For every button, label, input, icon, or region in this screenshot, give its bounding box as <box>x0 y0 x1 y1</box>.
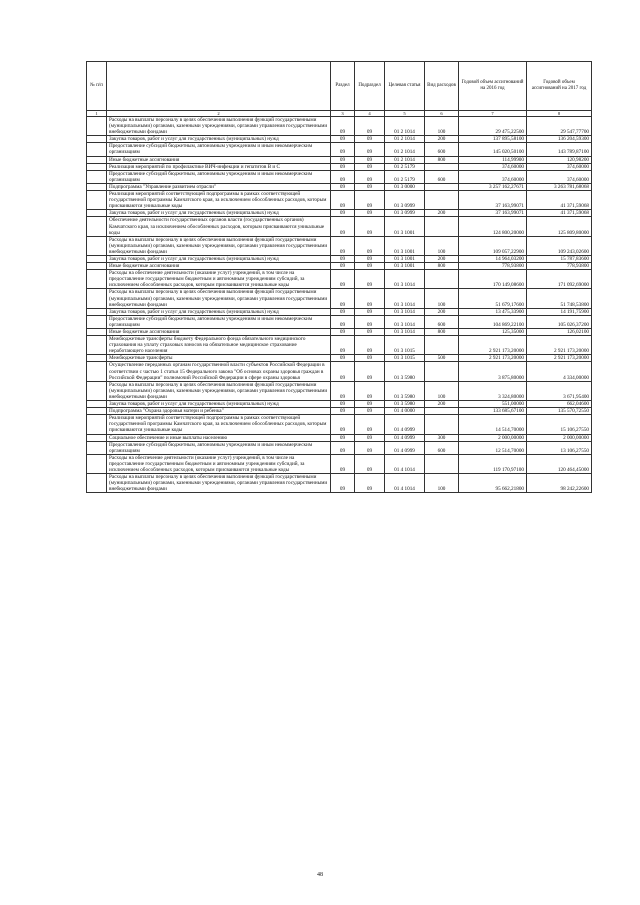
cell-amount-2017: 15 106,27550 <box>527 415 592 434</box>
cell-vid <box>425 191 459 210</box>
cell-number <box>87 191 107 210</box>
cell-podrazdel: 09 <box>355 434 385 441</box>
cell-razdel: 09 <box>331 136 355 143</box>
cell-statya: 01 4 0999 <box>385 434 425 441</box>
cell-name: Межбюджетные трансферты <box>107 355 331 362</box>
cell-podrazdel: 09 <box>355 408 385 415</box>
cell-name: Подпрограмма "Охрана здоровья матери и ребенка" <box>107 408 331 415</box>
cell-statya: 01 2 1014 <box>385 117 425 136</box>
cell-podrazdel: 09 <box>355 401 385 408</box>
cell-name: Реализация мероприятий по профилактике ВИЧ-инфекции и гепатитов В и С <box>107 163 331 170</box>
cell-amount-2016: 12 514,70000 <box>459 441 527 454</box>
cell-vid: 200 <box>425 210 459 217</box>
cell-name: Расходы на обеспечение деятельности (оказание услуг) учреждений, в том числе на предоставление государственным бюджетным и автономным учреждениям субсидий, за исключением обособленных расходов, которым присваиваются уникальные коды <box>107 454 331 473</box>
table-header-row <box>87 62 592 111</box>
cell-razdel: 09 <box>331 210 355 217</box>
cell-podrazdel: 09 <box>355 441 385 454</box>
cell-number <box>87 401 107 408</box>
cell-vid <box>425 336 459 355</box>
cell-statya: 01 3 0000 <box>385 183 425 190</box>
cell-amount-2016: 119 170,97100 <box>459 454 527 473</box>
cell-name: Межбюджетные трансферты бюджету Федерального фонда обязательного медицинского страхования на уплату страховых взносов на обязательное медицинское страхование неработающего населения <box>107 336 331 355</box>
cell-amount-2016: 3 257 162,27671 <box>459 183 527 190</box>
cell-podrazdel: 09 <box>355 329 385 336</box>
cell-podrazdel: 09 <box>355 270 385 289</box>
cell-number <box>87 236 107 255</box>
cell-amount-2016: 13 475,33900 <box>459 308 527 315</box>
cell-vid: 100 <box>425 236 459 255</box>
cell-amount-2016: 2 000,00000 <box>459 434 527 441</box>
cell-name: Расходы на выплаты персоналу в целях обеспечения выполнения функций государственными (муниципальными) органами, казенными учреждениями, органами управления государственными внебюджетными фондами <box>107 117 331 136</box>
cell-vid <box>425 163 459 170</box>
column-number: 7 <box>459 111 527 117</box>
table-row <box>87 183 592 190</box>
cell-vid: 800 <box>425 263 459 270</box>
cell-number <box>87 474 107 493</box>
cell-name: Расходы на выплаты персоналу в целях обеспечения выполнения функций государственными (муниципальными) органами, казенными учреждениями, органами управления государственными внебюджетными фондами <box>107 381 331 400</box>
cell-razdel: 09 <box>331 329 355 336</box>
cell-podrazdel: 09 <box>355 170 385 183</box>
table-row <box>87 355 592 362</box>
header-2017: Годовой объем ассигнований на 2017 год <box>527 62 592 111</box>
cell-razdel: 09 <box>331 362 355 381</box>
cell-amount-2017: 135 570,72550 <box>527 408 592 415</box>
cell-podrazdel: 09 <box>355 336 385 355</box>
cell-podrazdel: 09 <box>355 415 385 434</box>
column-number: 2 <box>107 111 331 117</box>
cell-podrazdel: 09 <box>355 289 385 308</box>
cell-amount-2016: 374,60000 <box>459 170 527 183</box>
cell-statya: 01 3 1014 <box>385 289 425 308</box>
table-row <box>87 255 592 262</box>
cell-vid: 600 <box>425 315 459 328</box>
table-row <box>87 217 592 236</box>
cell-vid: 600 <box>425 143 459 156</box>
table-row <box>87 329 592 336</box>
column-number: 3 <box>331 111 355 117</box>
cell-vid: 600 <box>425 170 459 183</box>
table-row <box>87 336 592 355</box>
cell-amount-2016: 14 964,03200 <box>459 255 527 262</box>
cell-vid <box>425 183 459 190</box>
cell-amount-2017: 4 334,00000 <box>527 362 592 381</box>
cell-vid: 800 <box>425 329 459 336</box>
cell-amount-2016: 95 662,21800 <box>459 474 527 493</box>
table-row <box>87 136 592 143</box>
cell-podrazdel: 09 <box>355 236 385 255</box>
cell-name: Социальное обеспечение и иные выплаты населению <box>107 434 331 441</box>
cell-number <box>87 308 107 315</box>
table-row <box>87 381 592 400</box>
cell-razdel: 09 <box>331 163 355 170</box>
cell-statya: 01 3 5980 <box>385 381 425 400</box>
cell-razdel: 09 <box>331 263 355 270</box>
table-row <box>87 163 592 170</box>
cell-amount-2016: 37 163,99071 <box>459 191 527 210</box>
cell-amount-2017: 2 000,00000 <box>527 434 592 441</box>
cell-vid: 800 <box>425 156 459 163</box>
cell-number <box>87 408 107 415</box>
cell-number <box>87 329 107 336</box>
page-number: 48 <box>317 872 323 878</box>
cell-razdel: 09 <box>331 183 355 190</box>
cell-name: Расходы на выплаты персоналу в целях обеспечения выполнения функций государственными (муниципальными) органами, казенными учреждениями, органами управления государственными внебюджетными фондами <box>107 236 331 255</box>
cell-podrazdel: 09 <box>355 381 385 400</box>
cell-vid <box>425 415 459 434</box>
cell-statya: 01 4 0999 <box>385 441 425 454</box>
cell-statya: 01 3 1001 <box>385 263 425 270</box>
cell-amount-2017: 2 921 173,20000 <box>527 336 592 355</box>
cell-number <box>87 355 107 362</box>
cell-podrazdel: 09 <box>355 210 385 217</box>
column-number: 1 <box>87 111 107 117</box>
cell-statya: 01 3 5980 <box>385 362 425 381</box>
cell-statya: 01 3 1014 <box>385 329 425 336</box>
cell-number <box>87 315 107 328</box>
cell-statya: 01 2 5179 <box>385 170 425 183</box>
cell-amount-2016: 2 921 173,20000 <box>459 355 527 362</box>
column-number: 4 <box>355 111 385 117</box>
cell-amount-2016: 551,00000 <box>459 401 527 408</box>
cell-razdel: 09 <box>331 441 355 454</box>
table-row <box>87 415 592 434</box>
cell-razdel: 09 <box>331 236 355 255</box>
cell-name: Расходы на обеспечение деятельности (оказание услуг) учреждений, в том числе на предоставление государственным бюджетным и автономным учреждениям субсидий, за исключением обособленных расходов, которым присваиваются уникальные коды <box>107 270 331 289</box>
cell-name: Закупка товаров, работ и услуг для государственных (муниципальных) нужд <box>107 401 331 408</box>
cell-number <box>87 183 107 190</box>
cell-number <box>87 217 107 236</box>
table-body <box>87 117 592 493</box>
cell-name: Обеспечение деятельности государственных органов власти (государственных органов) Камчатского края, за исключением обособленных расходов, которым присваиваются уникальные коды <box>107 217 331 236</box>
cell-number <box>87 415 107 434</box>
table-row <box>87 143 592 156</box>
table-row <box>87 289 592 308</box>
cell-amount-2017: 29 547,77700 <box>527 117 592 136</box>
cell-amount-2017: 15 787,83600 <box>527 255 592 262</box>
cell-amount-2017: 98 242,22600 <box>527 474 592 493</box>
cell-amount-2016: 125,35000 <box>459 329 527 336</box>
cell-statya: 01 3 1014 <box>385 308 425 315</box>
cell-podrazdel: 09 <box>355 143 385 156</box>
cell-razdel: 09 <box>331 270 355 289</box>
cell-number <box>87 156 107 163</box>
cell-razdel: 09 <box>331 434 355 441</box>
cell-amount-2017: 2 921 173,20000 <box>527 355 592 362</box>
cell-statya: 01 3 5980 <box>385 401 425 408</box>
cell-podrazdel: 09 <box>355 474 385 493</box>
cell-amount-2016: 778,93800 <box>459 263 527 270</box>
cell-amount-2017: 120 464,45000 <box>527 454 592 473</box>
cell-number <box>87 263 107 270</box>
cell-number <box>87 381 107 400</box>
cell-vid: 100 <box>425 289 459 308</box>
cell-statya: 01 2 5179 <box>385 163 425 170</box>
header-name <box>107 62 331 111</box>
cell-amount-2016: 145 020,50100 <box>459 143 527 156</box>
cell-amount-2017: 662,04600 <box>527 401 592 408</box>
cell-amount-2017: 125 809,80000 <box>527 217 592 236</box>
cell-amount-2017: 143 789,87100 <box>527 143 592 156</box>
cell-statya: 01 3 1001 <box>385 217 425 236</box>
cell-podrazdel: 09 <box>355 315 385 328</box>
cell-statya: 01 3 1001 <box>385 255 425 262</box>
cell-razdel: 09 <box>331 170 355 183</box>
cell-name: Предоставление субсидий бюджетным, автономным учреждениям и иным некоммерческим организациям <box>107 143 331 156</box>
cell-statya: 01 3 1015 <box>385 336 425 355</box>
cell-podrazdel: 09 <box>355 136 385 143</box>
cell-statya: 01 4 0999 <box>385 415 425 434</box>
cell-razdel: 09 <box>331 336 355 355</box>
cell-amount-2017: 105 026,37200 <box>527 315 592 328</box>
cell-razdel: 09 <box>331 454 355 473</box>
cell-vid: 100 <box>425 117 459 136</box>
cell-amount-2016: 114,99900 <box>459 156 527 163</box>
cell-razdel: 09 <box>331 289 355 308</box>
table-row <box>87 401 592 408</box>
table-row <box>87 236 592 255</box>
cell-name: Иные бюджетные ассигнования <box>107 329 331 336</box>
column-number: 6 <box>425 111 459 117</box>
cell-amount-2017: 374,60000 <box>527 163 592 170</box>
cell-name: Закупка товаров, работ и услуг для государственных (муниципальных) нужд <box>107 210 331 217</box>
cell-vid: 100 <box>425 474 459 493</box>
cell-statya: 01 3 1001 <box>385 236 425 255</box>
cell-statya: 01 3 0999 <box>385 210 425 217</box>
cell-number <box>87 362 107 381</box>
cell-amount-2016: 374,60000 <box>459 163 527 170</box>
cell-statya: 01 4 1014 <box>385 454 425 473</box>
cell-razdel: 09 <box>331 255 355 262</box>
table-row <box>87 156 592 163</box>
cell-amount-2017: 374,60000 <box>527 170 592 183</box>
cell-amount-2017: 171 092,69000 <box>527 270 592 289</box>
cell-statya: 01 4 1014 <box>385 474 425 493</box>
cell-statya: 01 3 0999 <box>385 191 425 210</box>
cell-name: Осуществление переданных органам государственной власти субъектов Российской Федерации в соответствии с частью 1 статьи 15 Федерального закона "Об основах охраны здоровья граждан в Российской Федерации" полномочий Российской Федерации в сфере охраны здоровья <box>107 362 331 381</box>
cell-razdel: 09 <box>331 217 355 236</box>
cell-amount-2017: 3 671,95400 <box>527 381 592 400</box>
cell-podrazdel: 09 <box>355 156 385 163</box>
cell-name: Иные бюджетные ассигнования <box>107 156 331 163</box>
table-row <box>87 474 592 493</box>
header-razdel: Раздел <box>331 62 355 111</box>
table-row <box>87 170 592 183</box>
cell-name: Расходы на выплаты персоналу в целях обеспечения выполнения функций государственными (муниципальными) органами, казенными учреждениями, органами управления государственными внебюджетными фондами <box>107 289 331 308</box>
cell-vid: 300 <box>425 434 459 441</box>
cell-vid: 100 <box>425 381 459 400</box>
cell-name: Расходы на выплаты персоналу в целях обеспечения выполнения функций государственными (муниципальными) органами, казенными учреждениями, органами управления государственными внебюджетными фондами <box>107 474 331 493</box>
cell-amount-2017: 3 263 781,68068 <box>527 183 592 190</box>
cell-vid: 200 <box>425 255 459 262</box>
cell-razdel: 09 <box>331 381 355 400</box>
header-2016: Годовой объем ассигнований на 2016 год <box>459 62 527 111</box>
cell-podrazdel: 09 <box>355 454 385 473</box>
cell-razdel: 09 <box>331 156 355 163</box>
cell-razdel: 09 <box>331 308 355 315</box>
cell-amount-2016: 104 869,22100 <box>459 315 527 328</box>
cell-number <box>87 289 107 308</box>
cell-amount-2017: 778,93800 <box>527 263 592 270</box>
column-number: 8 <box>527 111 592 117</box>
cell-amount-2016: 124 800,20000 <box>459 217 527 236</box>
cell-name: Иные бюджетные ассигнования <box>107 263 331 270</box>
cell-razdel: 09 <box>331 355 355 362</box>
cell-name: Закупка товаров, работ и услуг для государственных (муниципальных) нужд <box>107 136 331 143</box>
cell-amount-2017: 13 106,27550 <box>527 441 592 454</box>
cell-amount-2016: 14 514,70000 <box>459 415 527 434</box>
cell-podrazdel: 09 <box>355 183 385 190</box>
table-row <box>87 434 592 441</box>
table-row <box>87 315 592 328</box>
cell-statya: 01 3 1014 <box>385 315 425 328</box>
table-row <box>87 408 592 415</box>
header-number: № п/п <box>87 62 107 111</box>
cell-amount-2016: 2 921 173,20000 <box>459 336 527 355</box>
cell-podrazdel: 09 <box>355 308 385 315</box>
cell-name: Реализация мероприятий соответствующей подпрограммы в рамках соответствующей государственной программы Камчатского края, за исключением обособленных расходов, которым присваиваются уникальные коды <box>107 415 331 434</box>
cell-vid: 200 <box>425 401 459 408</box>
cell-amount-2016: 51 679,17600 <box>459 289 527 308</box>
cell-name: Реализация мероприятий соответствующей подпрограммы в рамках соответствующей государственной программы Камчатского края, за исключением обособленных расходов, которым присваиваются уникальные коды <box>107 191 331 210</box>
table-row <box>87 454 592 473</box>
table-row <box>87 117 592 136</box>
cell-amount-2016: 29 475,22500 <box>459 117 527 136</box>
cell-amount-2016: 109 057,22900 <box>459 236 527 255</box>
cell-podrazdel: 09 <box>355 191 385 210</box>
cell-number <box>87 454 107 473</box>
table-row <box>87 210 592 217</box>
table-row <box>87 270 592 289</box>
column-number: 5 <box>385 111 425 117</box>
cell-vid: 500 <box>425 355 459 362</box>
cell-razdel: 09 <box>331 117 355 136</box>
cell-amount-2017: 51 748,53800 <box>527 289 592 308</box>
cell-amount-2017: 136 204,59300 <box>527 136 592 143</box>
cell-amount-2016: 137 895,58100 <box>459 136 527 143</box>
cell-podrazdel: 09 <box>355 355 385 362</box>
cell-number <box>87 117 107 136</box>
cell-number <box>87 270 107 289</box>
cell-amount-2017: 14 191,75900 <box>527 308 592 315</box>
cell-statya: 01 3 1014 <box>385 270 425 289</box>
header-podrazdel: Подраздел <box>355 62 385 111</box>
cell-name: Предоставление субсидий бюджетным, автономным учреждениям и иным некоммерческим организациям <box>107 441 331 454</box>
cell-statya: 01 2 1014 <box>385 143 425 156</box>
cell-vid <box>425 217 459 236</box>
cell-vid: 600 <box>425 441 459 454</box>
cell-podrazdel: 09 <box>355 217 385 236</box>
cell-razdel: 09 <box>331 401 355 408</box>
cell-number <box>87 255 107 262</box>
table-row <box>87 441 592 454</box>
cell-name: Закупка товаров, работ и услуг для государственных (муниципальных) нужд <box>107 308 331 315</box>
cell-number <box>87 136 107 143</box>
cell-podrazdel: 09 <box>355 255 385 262</box>
cell-amount-2016: 170 149,08600 <box>459 270 527 289</box>
cell-name: Подпрограмма "Управление развитием отрасли" <box>107 183 331 190</box>
table-row <box>87 263 592 270</box>
cell-vid: 200 <box>425 308 459 315</box>
cell-statya: 01 2 1014 <box>385 136 425 143</box>
cell-razdel: 09 <box>331 315 355 328</box>
cell-amount-2016: 3 875,80000 <box>459 362 527 381</box>
cell-razdel: 09 <box>331 143 355 156</box>
cell-podrazdel: 09 <box>355 163 385 170</box>
cell-amount-2016: 133 685,67100 <box>459 408 527 415</box>
cell-name: Закупка товаров, работ и услуг для государственных (муниципальных) нужд <box>107 255 331 262</box>
budget-table <box>86 61 592 493</box>
cell-amount-2017: 109 243,02600 <box>527 236 592 255</box>
cell-podrazdel: 09 <box>355 362 385 381</box>
cell-amount-2016: 3 324,80000 <box>459 381 527 400</box>
cell-vid <box>425 362 459 381</box>
cell-statya: 01 3 1015 <box>385 355 425 362</box>
cell-vid <box>425 408 459 415</box>
cell-number <box>87 210 107 217</box>
table-row <box>87 362 592 381</box>
cell-vid: 200 <box>425 136 459 143</box>
cell-number <box>87 170 107 183</box>
cell-statya: 01 4 0000 <box>385 408 425 415</box>
cell-podrazdel: 09 <box>355 117 385 136</box>
cell-amount-2017: 41 371,59068 <box>527 191 592 210</box>
cell-razdel: 09 <box>331 415 355 434</box>
cell-amount-2017: 120,98200 <box>527 156 592 163</box>
cell-number <box>87 336 107 355</box>
cell-razdel: 09 <box>331 191 355 210</box>
cell-razdel: 09 <box>331 408 355 415</box>
cell-statya: 01 2 1014 <box>385 156 425 163</box>
cell-amount-2017: 41 371,59068 <box>527 210 592 217</box>
cell-number <box>87 434 107 441</box>
cell-number <box>87 163 107 170</box>
header-vid: Вид расходов <box>425 62 459 111</box>
cell-vid <box>425 454 459 473</box>
cell-name: Предоставление субсидий бюджетным, автономным учреждениям и иным некоммерческим организациям <box>107 170 331 183</box>
cell-amount-2017: 126,02100 <box>527 329 592 336</box>
header-statya: Целевая статья <box>385 62 425 111</box>
cell-amount-2016: 37 163,99071 <box>459 210 527 217</box>
cell-number <box>87 441 107 454</box>
cell-name: Предоставление субсидий бюджетным, автономным учреждениям и иным некоммерческим организациям <box>107 315 331 328</box>
table-row <box>87 191 592 210</box>
cell-number <box>87 143 107 156</box>
table-row <box>87 308 592 315</box>
cell-podrazdel: 09 <box>355 263 385 270</box>
cell-razdel: 09 <box>331 474 355 493</box>
cell-vid <box>425 270 459 289</box>
